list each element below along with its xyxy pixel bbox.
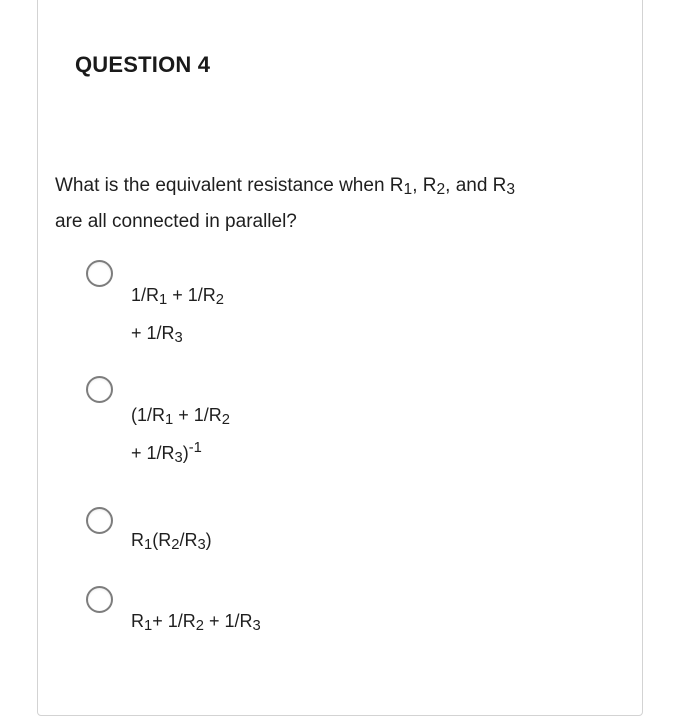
option-text: ) — [205, 530, 212, 550]
question-text-part: , and R — [445, 175, 507, 196]
option-text: + 1/R — [131, 323, 175, 343]
option-text: + 1/R — [167, 285, 216, 305]
option-text: 1/R — [131, 285, 160, 305]
option-text: + 1/R — [173, 405, 222, 425]
subscript: 2 — [436, 180, 446, 198]
option-text: + 1/R — [152, 611, 196, 631]
option-text: R — [131, 530, 144, 550]
question-text-part: are all connected in parallel? — [55, 211, 297, 232]
option-4-label[interactable] — [131, 603, 261, 641]
subscript: 1 — [144, 536, 153, 553]
subscript: 1 — [159, 291, 168, 308]
subscript: 2 — [221, 411, 230, 428]
subscript: 2 — [195, 617, 204, 634]
subscript: 1 — [144, 617, 153, 634]
subscript: 3 — [506, 180, 516, 198]
option-2-label[interactable] — [131, 397, 230, 473]
option-text: ) — [182, 443, 189, 463]
subscript: 3 — [197, 536, 206, 553]
subscript: 3 — [174, 329, 183, 346]
option-1-label[interactable] — [131, 277, 224, 353]
question-text — [55, 168, 625, 239]
question-text-part: What is the equivalent resistance when R — [55, 175, 404, 196]
question-text-part: , R — [412, 175, 437, 196]
subscript: 2 — [215, 291, 224, 308]
option-text: + 1/R — [203, 611, 253, 631]
subscript: 3 — [252, 617, 261, 634]
superscript: -1 — [188, 440, 202, 457]
question-title: QUESTION 4 — [75, 52, 211, 77]
option-text: /R — [179, 530, 198, 550]
subscript: 2 — [171, 536, 180, 553]
option-text: R — [131, 611, 144, 631]
option-1-radio[interactable] — [86, 260, 113, 287]
subscript: 1 — [165, 411, 174, 428]
option-text: + 1/R — [131, 443, 175, 463]
option-text: (R — [152, 530, 172, 550]
option-3-label[interactable] — [131, 522, 212, 560]
option-2-radio[interactable] — [86, 376, 113, 403]
subscript: 1 — [403, 180, 413, 198]
question-card — [37, 0, 643, 716]
subscript: 3 — [174, 449, 183, 466]
option-text: (1/R — [131, 405, 166, 425]
option-4-radio[interactable] — [86, 586, 113, 613]
option-3-radio[interactable] — [86, 507, 113, 534]
